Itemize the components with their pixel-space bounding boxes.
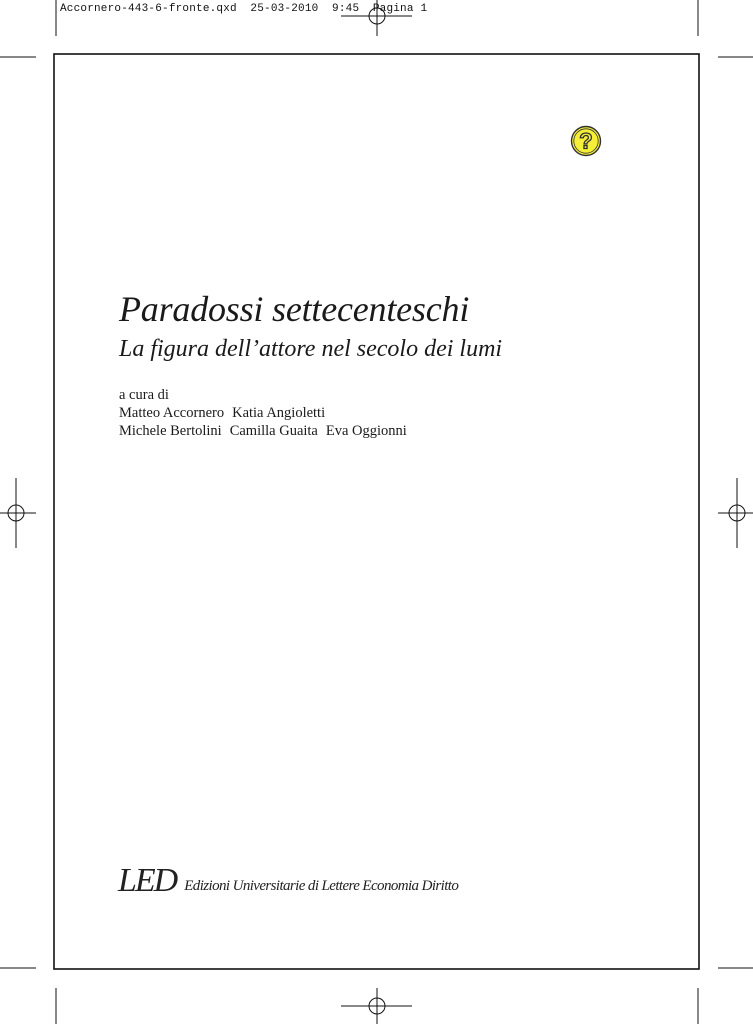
registration-mark-top xyxy=(341,0,412,36)
book-subtitle: La figura dell’attore nel secolo dei lumi xyxy=(119,336,503,362)
publisher-logo: LED xyxy=(118,862,177,899)
registration-mark-left xyxy=(0,478,36,548)
editor-name: Eva Oggionni xyxy=(325,423,407,439)
editors-line-1 xyxy=(119,404,415,422)
editor-name: Michele Bertolini xyxy=(119,423,222,439)
editor-name: Camilla Guaita xyxy=(229,423,318,439)
registration-mark-bottom xyxy=(341,988,412,1024)
page-border xyxy=(54,54,699,969)
publisher-imprint xyxy=(118,856,459,899)
registration-mark-right xyxy=(718,478,753,548)
editors-credits xyxy=(119,386,415,440)
editor-name: Matteo Accornero xyxy=(119,405,225,421)
publisher-name: Edizioni Universitarie di Lettere Economia Diritto xyxy=(184,878,459,894)
book-title: Paradossi settecenteschi xyxy=(119,289,470,329)
file-slug-line: Accornero-443-6-fronte.qxd 25-03-2010 9:45 Pagina 1 xyxy=(60,3,428,15)
editor-name: Katia Angioletti xyxy=(232,405,326,421)
edited-by-label: a cura di xyxy=(119,387,169,403)
question-mark-glyph: ? xyxy=(579,128,593,154)
question-mark-icon[interactable] xyxy=(570,125,602,157)
editors-line-2 xyxy=(119,422,415,440)
